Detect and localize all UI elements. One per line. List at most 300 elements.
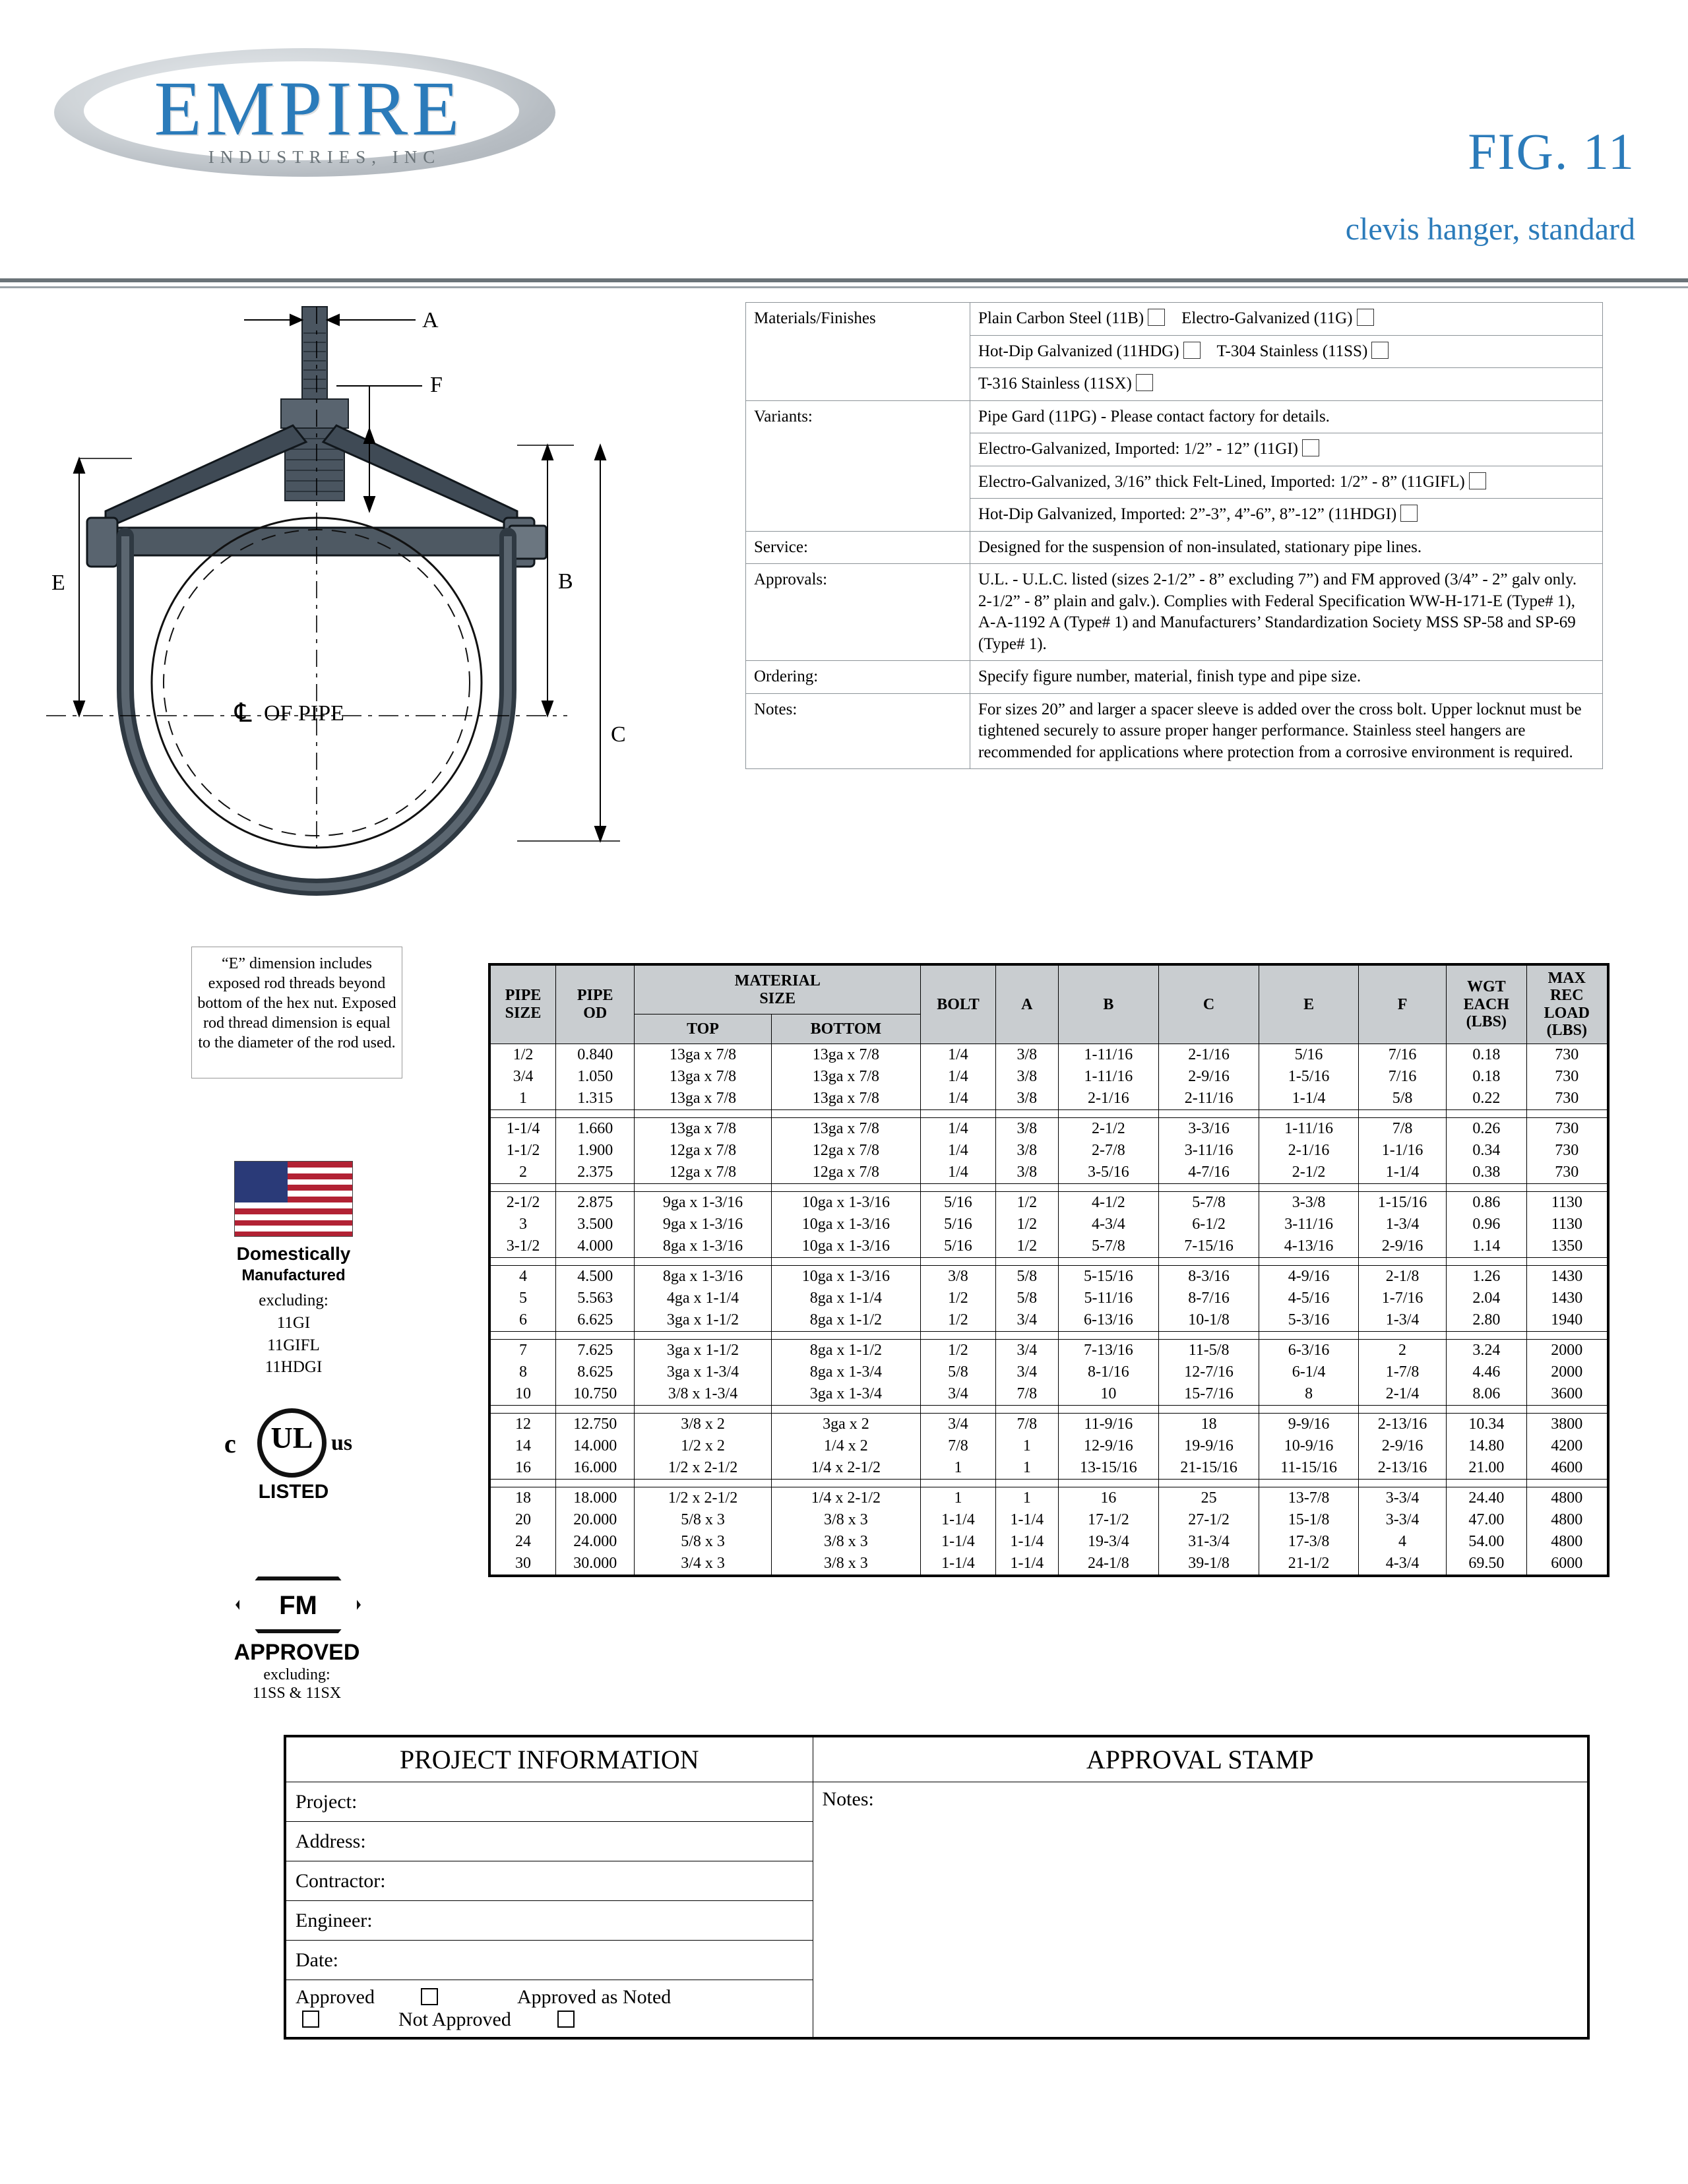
table-cell: 3 <box>489 1214 556 1235</box>
table-cell: 1430 <box>1526 1265 1608 1288</box>
table-row <box>489 1487 1608 1509</box>
table-cell: 1-3/4 <box>1358 1309 1446 1332</box>
table-separator-cell <box>995 1109 1058 1117</box>
table-cell: 11-5/8 <box>1158 1339 1259 1361</box>
table-cell: 1.050 <box>556 1066 635 1088</box>
spec-row <box>746 531 1603 564</box>
table-cell: 7.625 <box>556 1339 635 1361</box>
table-cell: 2-13/16 <box>1358 1457 1446 1480</box>
table-cell: 3.500 <box>556 1214 635 1235</box>
spec-option-text: Electro-Galvanized, Imported: 1/2” - 12” (11GI) <box>978 440 1298 458</box>
table-cell: 1/2 <box>921 1309 996 1332</box>
table-cell: 24 <box>489 1531 556 1553</box>
table-row <box>489 1140 1608 1162</box>
table-separator-cell <box>771 1331 920 1339</box>
table-separator-cell <box>995 1405 1058 1413</box>
table-row <box>489 1117 1608 1140</box>
table-cell: 730 <box>1526 1117 1608 1140</box>
table-cell: 5/8 <box>921 1361 996 1383</box>
table-cell: 7-13/16 <box>1058 1339 1158 1361</box>
table-cell: 24.000 <box>556 1531 635 1553</box>
table-cell: 1/4 <box>921 1140 996 1162</box>
table-row <box>489 1457 1608 1480</box>
manufactured-label: Manufactured <box>241 1266 346 1284</box>
table-cell: 3-5/16 <box>1058 1162 1158 1184</box>
checkbox[interactable] <box>1148 309 1165 326</box>
col-max-rec-load: MAX REC LOAD (LBS) <box>1526 964 1608 1044</box>
table-row <box>489 1413 1608 1435</box>
table-cell: 3/4 <box>995 1309 1058 1332</box>
table-cell: 13ga x 7/8 <box>771 1117 920 1140</box>
checkbox[interactable] <box>1183 342 1201 359</box>
table-separator-cell <box>995 1257 1058 1265</box>
table-cell: 1-11/16 <box>1058 1044 1158 1066</box>
approval-stamp-title: APPROVAL STAMP <box>813 1736 1588 1782</box>
project-field-label[interactable]: Date: <box>285 1941 813 1980</box>
table-cell: 4-3/4 <box>1058 1214 1158 1235</box>
table-cell: 4.46 <box>1447 1361 1526 1383</box>
table-cell: 1 <box>995 1457 1058 1480</box>
fm-excluding-items: 11SS & 11SX <box>252 1685 342 1702</box>
project-field-label[interactable]: Address: <box>285 1822 813 1861</box>
table-cell: 3/4 <box>489 1066 556 1088</box>
hanger-illustration-svg <box>26 294 719 927</box>
table-separator-cell <box>1447 1405 1526 1413</box>
project-field-label[interactable]: Contractor: <box>285 1861 813 1901</box>
table-cell: 730 <box>1526 1140 1608 1162</box>
table-row <box>489 1214 1608 1235</box>
table-cell: 24-1/8 <box>1058 1553 1158 1576</box>
table-cell: 10 <box>489 1383 556 1406</box>
table-cell: 1-1/2 <box>489 1140 556 1162</box>
table-cell: 0.34 <box>1447 1140 1526 1162</box>
table-cell: 4-5/16 <box>1259 1288 1359 1309</box>
table-separator-cell <box>635 1405 771 1413</box>
spec-row-label: Notes: <box>746 693 970 769</box>
table-cell: 2-1/4 <box>1358 1383 1446 1406</box>
table-cell: 730 <box>1526 1088 1608 1110</box>
spec-row-value <box>970 433 1603 466</box>
table-cell: 10ga x 1-3/16 <box>771 1265 920 1288</box>
table-cell: 3-11/16 <box>1259 1214 1359 1235</box>
table-cell: 1350 <box>1526 1235 1608 1258</box>
spec-row <box>746 400 1603 433</box>
clevis-hanger-drawing <box>26 294 719 927</box>
table-cell: 39-1/8 <box>1158 1553 1259 1576</box>
col-bolt: BOLT <box>921 964 996 1044</box>
dim-label-c: C <box>611 722 626 747</box>
table-separator-cell <box>1447 1109 1526 1117</box>
table-separator-cell <box>1358 1405 1446 1413</box>
table-separator-cell <box>489 1479 556 1487</box>
table-separator-cell <box>1447 1183 1526 1191</box>
table-separator-cell <box>1259 1257 1359 1265</box>
table-cell: 20.000 <box>556 1509 635 1531</box>
table-cell: 6-3/16 <box>1259 1339 1359 1361</box>
checkbox[interactable] <box>1371 342 1389 359</box>
table-cell: 4800 <box>1526 1487 1608 1509</box>
table-separator-cell <box>635 1183 771 1191</box>
table-separator-cell <box>771 1109 920 1117</box>
table-cell: 13ga x 7/8 <box>771 1088 920 1110</box>
table-cell: 17-3/8 <box>1259 1531 1359 1553</box>
table-cell: 14.80 <box>1447 1435 1526 1457</box>
table-cell: 14.000 <box>556 1435 635 1457</box>
table-separator-cell <box>635 1331 771 1339</box>
fm-mark-label: FM <box>279 1591 317 1620</box>
table-separator-cell <box>771 1479 920 1487</box>
table-cell: 3/8 x 2 <box>635 1413 771 1435</box>
project-field-label[interactable]: Engineer: <box>285 1901 813 1941</box>
table-cell: 1/2 <box>921 1339 996 1361</box>
table-cell: 1.26 <box>1447 1265 1526 1288</box>
table-cell: 17-1/2 <box>1058 1509 1158 1531</box>
table-cell: 2-11/16 <box>1158 1088 1259 1110</box>
table-cell: 5-11/16 <box>1058 1288 1158 1309</box>
table-cell: 8-1/16 <box>1058 1361 1158 1383</box>
table-cell: 4 <box>1358 1531 1446 1553</box>
e-dimension-note: “E” dimension includes exposed rod threads beyond bottom of the hex nut. Exposed rod thread dimension is equal to the diameter of the rod used. <box>191 947 402 1078</box>
centerline-symbol: ℄ <box>235 698 252 728</box>
table-cell: 21.00 <box>1447 1457 1526 1480</box>
table-cell: 2.80 <box>1447 1309 1526 1332</box>
col-e: E <box>1259 964 1359 1044</box>
table-separator-cell <box>1058 1257 1158 1265</box>
spec-row-value <box>970 335 1603 368</box>
col-a: A <box>995 964 1058 1044</box>
table-cell: 5-3/16 <box>1259 1309 1359 1332</box>
spec-row-label: Materials/Finishes <box>746 303 970 401</box>
table-cell: 9-9/16 <box>1259 1413 1359 1435</box>
table-cell: 10 <box>1058 1383 1158 1406</box>
checkbox[interactable] <box>1469 472 1486 489</box>
table-cell: 11-15/16 <box>1259 1457 1359 1480</box>
table-cell: 5/8 x 3 <box>635 1509 771 1531</box>
table-cell: 1-7/8 <box>1358 1361 1446 1383</box>
approval-option[interactable] <box>398 2009 614 2030</box>
approval-option-label: Approved as Noted <box>516 1986 672 2008</box>
table-cell: 1 <box>489 1088 556 1110</box>
checkbox[interactable] <box>1136 374 1153 391</box>
approval-notes-cell[interactable]: Notes: <box>813 1782 1588 2039</box>
table-group-separator <box>489 1109 1608 1117</box>
header-divider-bottom <box>0 286 1688 288</box>
table-cell: 1-1/4 <box>995 1531 1058 1553</box>
dim-label-a: A <box>422 308 439 332</box>
spec-row-value <box>970 400 1603 433</box>
project-field-row <box>285 1782 1588 1822</box>
table-cell: 12ga x 7/8 <box>635 1162 771 1184</box>
checkbox[interactable] <box>302 2011 319 2028</box>
table-separator-cell <box>1526 1183 1608 1191</box>
table-cell: 0.86 <box>1447 1191 1526 1214</box>
table-cell: 6.625 <box>556 1309 635 1332</box>
table-cell: 7/8 <box>921 1435 996 1457</box>
checkbox[interactable] <box>1357 309 1374 326</box>
spec-row-label: Ordering: <box>746 661 970 694</box>
table-cell: 1/2 <box>995 1214 1058 1235</box>
table-cell: 1/4 <box>921 1088 996 1110</box>
table-cell: 2-13/16 <box>1358 1413 1446 1435</box>
table-row <box>489 1191 1608 1214</box>
logo-tagline: INDUSTRIES, INC <box>208 147 441 167</box>
table-separator-cell <box>1259 1183 1359 1191</box>
table-cell: 7/16 <box>1358 1066 1446 1088</box>
table-cell: 3/8 x 1-3/4 <box>635 1383 771 1406</box>
table-cell: 4.000 <box>556 1235 635 1258</box>
table-cell: 1/2 <box>995 1235 1058 1258</box>
table-cell: 3-3/4 <box>1358 1487 1446 1509</box>
table-cell: 1-3/4 <box>1358 1214 1446 1235</box>
table-row <box>489 1235 1608 1258</box>
table-cell: 2.04 <box>1447 1288 1526 1309</box>
table-cell: 1.900 <box>556 1140 635 1162</box>
table-cell: 3/8 <box>921 1265 996 1288</box>
fm-approved-badge <box>221 1576 373 1702</box>
table-cell: 2-1/8 <box>1358 1265 1446 1288</box>
table-row <box>489 1265 1608 1288</box>
table-cell: 3-11/16 <box>1158 1140 1259 1162</box>
project-field-label[interactable]: Project: <box>285 1782 813 1822</box>
table-cell: 12-7/16 <box>1158 1361 1259 1383</box>
table-separator-cell <box>771 1183 920 1191</box>
figure-subtitle: clevis hanger, standard <box>1345 212 1635 247</box>
table-cell: 2 <box>1358 1339 1446 1361</box>
table-cell: 25 <box>1158 1487 1259 1509</box>
spec-option-text: Pipe Gard (11PG) - Please contact factory for details. <box>978 407 1330 425</box>
table-cell: 1/4 x 2 <box>771 1435 920 1457</box>
table-cell: 1/2 <box>995 1191 1058 1214</box>
table-cell: 3600 <box>1526 1383 1608 1406</box>
table-cell: 10.34 <box>1447 1413 1526 1435</box>
header-divider-top <box>0 278 1688 282</box>
spec-option-text: U.L. - U.L.C. listed (sizes 2-1/2” - 8” excluding 7”) and FM approved (3/4” - 2” galv only. 2-1/2” - 8” plain and galv.). Complies with Federal Specification WW-H-171-E (Type# 1), A-A-1192 A (Type# 1) and Manufacturers’ Standardization Society MSS SP-58 and SP-69 (Type# 1). <box>978 571 1577 653</box>
table-cell: 8ga x 1-1/4 <box>771 1288 920 1309</box>
dim-label-f: F <box>430 373 443 397</box>
table-cell: 20 <box>489 1509 556 1531</box>
table-separator-cell <box>556 1183 635 1191</box>
table-separator-cell <box>1158 1257 1259 1265</box>
table-separator-cell <box>1058 1405 1158 1413</box>
table-cell: 21-15/16 <box>1158 1457 1259 1480</box>
table-row <box>489 1066 1608 1088</box>
table-cell: 1/4 x 2-1/2 <box>771 1457 920 1480</box>
table-cell: 12ga x 7/8 <box>635 1140 771 1162</box>
table-cell: 6 <box>489 1309 556 1332</box>
table-group-separator <box>489 1257 1608 1265</box>
table-cell: 6-1/2 <box>1158 1214 1259 1235</box>
domestic-excl-item-0: 11GI <box>276 1313 311 1332</box>
table-cell: 2000 <box>1526 1361 1608 1383</box>
table-separator-cell <box>635 1257 771 1265</box>
table-cell: 1 <box>995 1435 1058 1457</box>
col-material-size: MATERIAL SIZE <box>635 964 921 1014</box>
approval-option-label: Not Approved <box>398 2009 511 2030</box>
approval-option[interactable] <box>296 1986 478 2008</box>
table-separator-cell <box>1526 1109 1608 1117</box>
table-cell: 1/4 <box>921 1117 996 1140</box>
table-cell: 0.18 <box>1447 1066 1526 1088</box>
table-group-separator <box>489 1479 1608 1487</box>
table-row <box>489 1383 1608 1406</box>
table-cell: 7/8 <box>995 1413 1058 1435</box>
spec-row-label: Variants: <box>746 400 970 531</box>
table-separator-cell <box>1526 1405 1608 1413</box>
dim-label-e: E <box>51 571 65 595</box>
table-row <box>489 1162 1608 1184</box>
table-cell: 3.24 <box>1447 1339 1526 1361</box>
table-cell: 30 <box>489 1553 556 1576</box>
checkbox[interactable] <box>421 1988 438 2005</box>
table-cell: 730 <box>1526 1162 1608 1184</box>
table-cell: 9ga x 1-3/16 <box>635 1191 771 1214</box>
table-cell: 1-5/16 <box>1259 1066 1359 1088</box>
table-cell: 16 <box>1058 1487 1158 1509</box>
spec-option-text: T-304 Stainless (11SS) <box>1216 342 1368 360</box>
table-cell: 1130 <box>1526 1214 1608 1235</box>
table-cell: 1-1/4 <box>921 1553 996 1576</box>
table-separator-cell <box>1158 1405 1259 1413</box>
table-cell: 4800 <box>1526 1509 1608 1531</box>
table-cell: 6-13/16 <box>1058 1309 1158 1332</box>
table-cell: 1.315 <box>556 1088 635 1110</box>
spec-row-label: Service: <box>746 531 970 564</box>
table-cell: 24.40 <box>1447 1487 1526 1509</box>
project-header-row <box>285 1736 1588 1782</box>
ul-listed-badge <box>218 1408 369 1507</box>
col-wgt-each: WGT EACH (LBS) <box>1447 964 1526 1044</box>
table-cell: 3-1/2 <box>489 1235 556 1258</box>
table-cell: 3/4 <box>995 1361 1058 1383</box>
table-cell: 3/4 <box>995 1339 1058 1361</box>
table-cell: 4-1/2 <box>1058 1191 1158 1214</box>
table-cell: 7/8 <box>995 1383 1058 1406</box>
table-separator-cell <box>489 1405 556 1413</box>
ul-listed-label: LISTED <box>258 1481 329 1503</box>
table-separator-cell <box>489 1183 556 1191</box>
table-row <box>489 1509 1608 1531</box>
table-cell: 1/2 <box>489 1044 556 1066</box>
table-separator-cell <box>489 1109 556 1117</box>
project-info-title: PROJECT INFORMATION <box>285 1736 813 1782</box>
spec-row-value <box>970 303 1603 336</box>
table-cell: 1/4 <box>921 1066 996 1088</box>
table-cell: 16.000 <box>556 1457 635 1480</box>
checkbox[interactable] <box>1400 505 1418 522</box>
table-cell: 6000 <box>1526 1553 1608 1576</box>
table-cell: 1.14 <box>1447 1235 1526 1258</box>
table-separator-cell <box>489 1331 556 1339</box>
project-information-table <box>284 1735 1590 2040</box>
col-material-top: TOP <box>635 1014 771 1044</box>
table-cell: 12-9/16 <box>1058 1435 1158 1457</box>
table-cell: 7/8 <box>1358 1117 1446 1140</box>
table-cell: 8ga x 1-3/16 <box>635 1265 771 1288</box>
table-cell: 4600 <box>1526 1457 1608 1480</box>
table-cell: 0.26 <box>1447 1117 1526 1140</box>
table-cell: 1-1/4 <box>1259 1088 1359 1110</box>
table-cell: 69.50 <box>1447 1553 1526 1576</box>
table-separator-cell <box>1526 1479 1608 1487</box>
table-cell: 2-1/2 <box>1058 1117 1158 1140</box>
project-information-wrap <box>284 1735 1590 2040</box>
table-cell: 8ga x 1-3/4 <box>771 1361 920 1383</box>
table-cell: 8 <box>489 1361 556 1383</box>
checkbox[interactable] <box>557 2011 575 2028</box>
table-separator-cell <box>1058 1479 1158 1487</box>
domestic-excl-item-1: 11GIFL <box>267 1336 320 1354</box>
spec-row-value <box>970 693 1603 769</box>
table-cell: 3/8 <box>995 1117 1058 1140</box>
table-cell: 2-9/16 <box>1358 1435 1446 1457</box>
checkbox[interactable] <box>1302 439 1319 456</box>
table-cell: 1/2 <box>921 1288 996 1309</box>
table-cell: 13-15/16 <box>1058 1457 1158 1480</box>
table-cell: 1-1/4 <box>489 1117 556 1140</box>
table-cell: 2-1/16 <box>1158 1044 1259 1066</box>
table-cell: 5/16 <box>921 1235 996 1258</box>
table-cell: 1-1/4 <box>995 1553 1058 1576</box>
spec-option-text: Hot-Dip Galvanized (11HDG) <box>978 342 1179 360</box>
table-row <box>489 1088 1608 1110</box>
table-cell: 18.000 <box>556 1487 635 1509</box>
spec-row-label: Approvals: <box>746 564 970 661</box>
table-cell: 3/8 x 3 <box>771 1553 920 1576</box>
table-cell: 19-9/16 <box>1158 1435 1259 1457</box>
table-cell: 2-1/16 <box>1058 1088 1158 1110</box>
table-cell: 4800 <box>1526 1531 1608 1553</box>
table-cell: 5/8 <box>995 1265 1058 1288</box>
table-separator-cell <box>556 1257 635 1265</box>
table-cell: 1-1/16 <box>1358 1140 1446 1162</box>
table-cell: 3/8 <box>995 1066 1058 1088</box>
table-cell: 10ga x 1-3/16 <box>771 1191 920 1214</box>
table-cell: 0.18 <box>1447 1044 1526 1066</box>
table-cell: 5/16 <box>921 1214 996 1235</box>
table-cell: 31-3/4 <box>1158 1531 1259 1553</box>
table-cell: 10ga x 1-3/16 <box>771 1214 920 1235</box>
fm-approved-label: APPROVED <box>234 1640 360 1665</box>
spec-option-text: Hot-Dip Galvanized, Imported: 2”-3”, 4”-6”, 8”-12” (11HDGI) <box>978 505 1397 523</box>
table-cell: 10-1/8 <box>1158 1309 1259 1332</box>
table-cell: 1-1/4 <box>921 1509 996 1531</box>
table-separator-cell <box>556 1331 635 1339</box>
table-cell: 54.00 <box>1447 1531 1526 1553</box>
table-cell: 3/4 <box>921 1383 996 1406</box>
table-cell: 1-15/16 <box>1358 1191 1446 1214</box>
table-cell: 5 <box>489 1288 556 1309</box>
spec-option-text: T-316 Stainless (11SX) <box>978 375 1132 392</box>
table-cell: 12ga x 7/8 <box>771 1162 920 1184</box>
dimensions-table-wrap <box>488 963 1610 1577</box>
table-separator-cell <box>1358 1109 1446 1117</box>
spec-row-value <box>970 466 1603 499</box>
table-separator-cell <box>1058 1183 1158 1191</box>
table-cell: 4200 <box>1526 1435 1608 1457</box>
spec-option-text: Designed for the suspension of non-insulated, stationary pipe lines. <box>978 538 1422 556</box>
table-cell: 8ga x 1-3/16 <box>635 1235 771 1258</box>
table-cell: 3ga x 1-1/2 <box>635 1309 771 1332</box>
flag-canton <box>235 1162 288 1202</box>
table-cell: 1/2 x 2-1/2 <box>635 1457 771 1480</box>
company-logo <box>47 36 569 188</box>
table-cell: 5/8 <box>1358 1088 1446 1110</box>
table-separator-cell <box>1158 1479 1259 1487</box>
table-cell: 13-7/8 <box>1259 1487 1359 1509</box>
spec-row <box>746 693 1603 769</box>
table-separator-cell <box>1358 1183 1446 1191</box>
table-cell: 5/16 <box>921 1191 996 1214</box>
